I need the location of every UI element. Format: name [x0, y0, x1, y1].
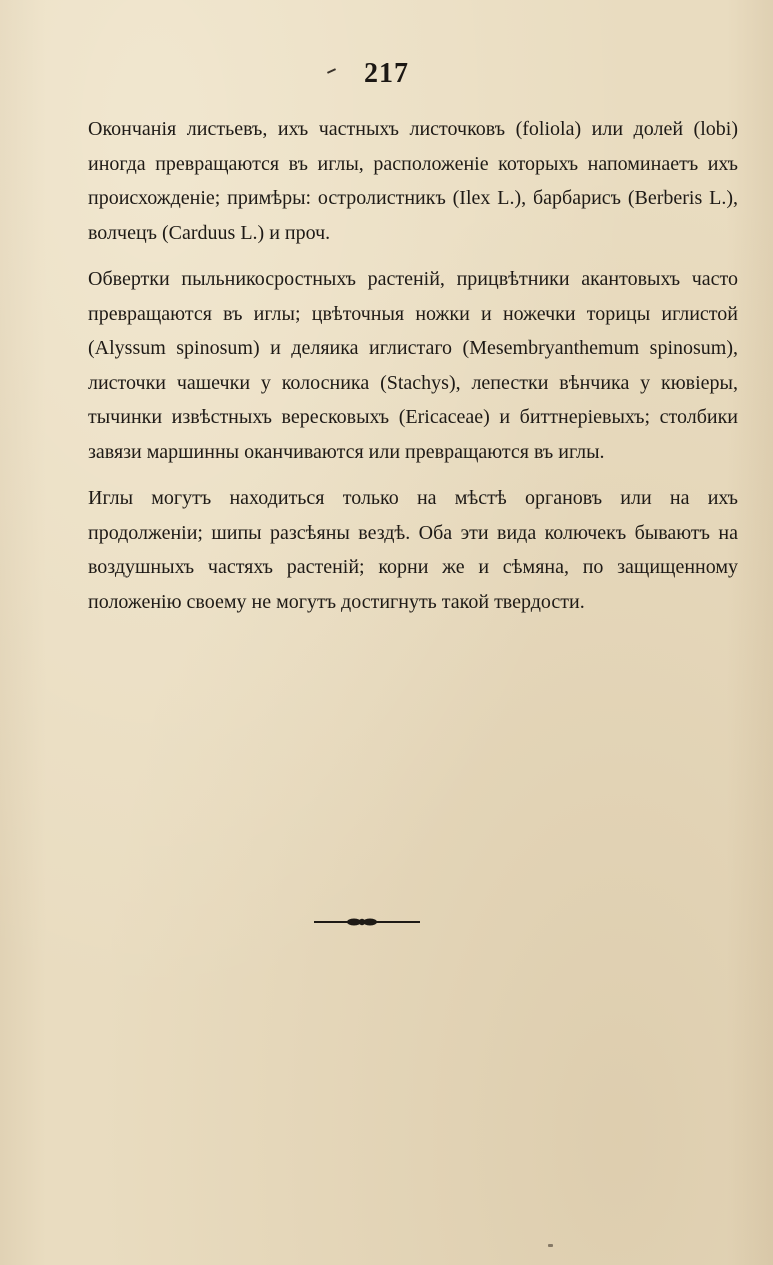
body-text [88, 112, 738, 631]
section-divider-ornament [312, 916, 422, 928]
paragraph-spines-from-leaves: Окончанія листьевъ, ихъ частныхъ листочковъ (foliola) или долей (lobi) иногда превращаются въ иглы, расположеніе которыхъ напоминаетъ ихъ происхожденіе; примѣры: остролистникъ (Ilex L.), барбарисъ (Berberis L.), волчецъ (Carduus L.) и проч. [88, 118, 738, 244]
paragraph-spines-location: Иглы могутъ находиться только на мѣстѣ органовъ или на ихъ продолженіи; шипы разсѣяны вездѣ. Оба эти вида колючекъ бываютъ на воздушныхъ частяхъ растеній; корни же и сѣмяна, по защищенному положенію своему не могутъ достигнуть такой твердости. [88, 487, 738, 613]
paragraph-spines-from-flower-parts: Обвертки пыльникосростныхъ растеній, прицвѣтники акантовыхъ часто превращаются въ иглы; цвѣточныя ножки и ножечки торицы иглистой (Alyssum spinosum) и деляика иглистаго (Mesembryanthemum spinosum), листочки чашечки у колосника (Stachys), лепестки вѣнчика у кювіеры, тычинки извѣстныхъ вересковыхъ (Ericaceae) и биттнеріевыхъ; столбики завязи маршинны оканчиваются или превращаются въ иглы. [88, 268, 738, 463]
paper-speck [548, 1244, 553, 1247]
page-number: 217 [364, 58, 409, 89]
